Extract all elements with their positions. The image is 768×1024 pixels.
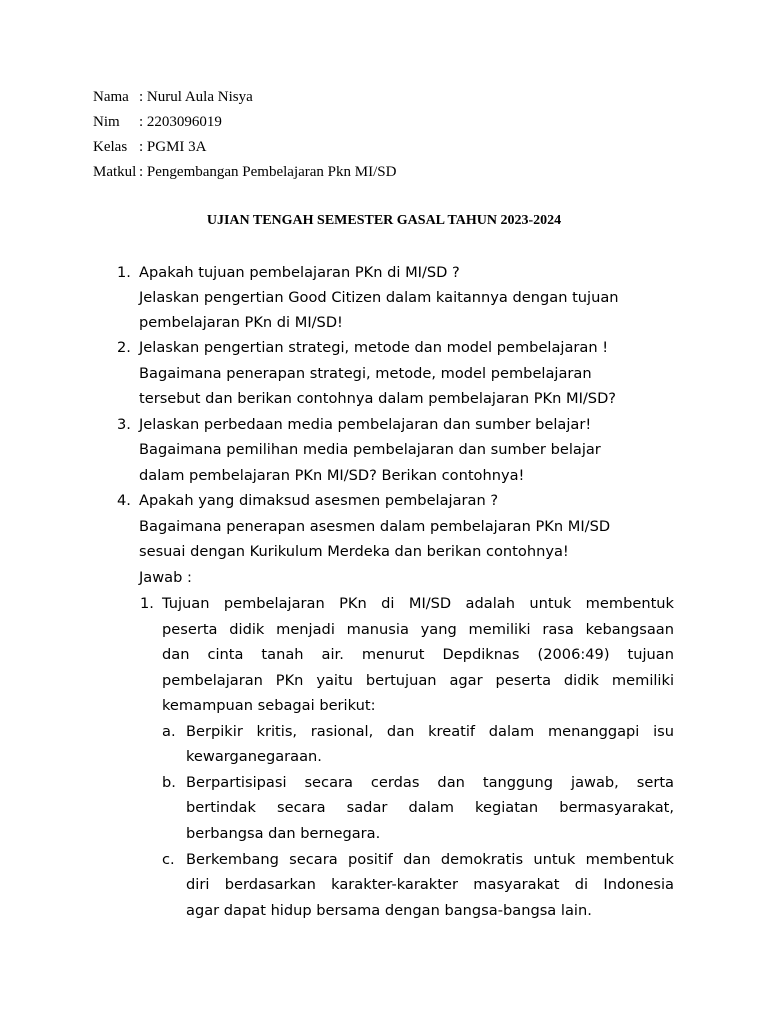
answer-line: Tujuan pembelajaran PKn di MI/SD adalah untuk membentuk (162, 595, 674, 612)
question-line: Jelaskan pengertian strategi, metode dan model pembelajaran ! (139, 339, 609, 356)
answer-line: pembelajaran PKn yaitu bertujuan agar peserta didik memiliki (162, 672, 674, 689)
header-matkul (93, 163, 396, 181)
answer-number: 1. (140, 595, 154, 612)
header-nama-value: : Nurul Aula Nisya (139, 89, 253, 105)
question-line: Apakah tujuan pembelajaran PKn di MI/SD ? (139, 264, 460, 281)
subitem-line: berbangsa dan bernegara. (186, 825, 381, 842)
page-title: UJIAN TENGAH SEMESTER GASAL TAHUN 2023-2024 (206, 213, 562, 228)
answer-line: peserta didik menjadi manusia yang memiliki rasa kebangsaan (162, 621, 674, 638)
subitem-line: agar dapat hidup bersama dengan bangsa-bangsa lain. (186, 902, 592, 919)
question-line: pembelajaran PKn di MI/SD! (139, 314, 343, 331)
header-kelas-label: Kelas (93, 139, 128, 155)
question-number: 2. (117, 339, 131, 356)
question-number: 4. (117, 492, 131, 509)
subitem-line: diri berdasarkan karakter-karakter masyarakat di Indonesia (186, 876, 674, 893)
question-line: Bagaimana penerapan strategi, metode, model pembelajaran (139, 365, 592, 382)
header-nama-label: Nama (93, 89, 129, 105)
subitem-line: Berpartisipasi secara cerdas dan tanggung jawab, serta (186, 774, 674, 791)
subitem-line: kewarganegaraan. (186, 748, 322, 765)
header-matkul-label: Matkul (93, 164, 137, 180)
header-nim-value: : 2203096019 (139, 114, 222, 130)
subitem-line: bertindak secara sadar dalam kegiatan bermasyarakat, (186, 799, 674, 816)
header-nim (93, 113, 222, 131)
question-line: Apakah yang dimaksud asesmen pembelajaran ? (139, 492, 499, 509)
subitem-letter: a. (162, 723, 176, 740)
header-nim-label: Nim (93, 114, 120, 130)
header-kelas-value: : PGMI 3A (139, 139, 207, 155)
question-line: tersebut dan berikan contohnya dalam pembelajaran PKn MI/SD? (139, 390, 617, 407)
header-matkul-value: : Pengembangan Pembelajaran Pkn MI/SD (139, 164, 397, 180)
question-line: sesuai dengan Kurikulum Merdeka dan berikan contohnya! (139, 543, 569, 560)
answer-label: Jawab : (139, 569, 192, 586)
answer-line: kemampuan sebagai berikut: (162, 697, 376, 714)
question-line: Bagaimana pemilihan media pembelajaran dan sumber belajar (139, 441, 601, 458)
question-number: 1. (117, 264, 131, 281)
subitem-letter: b. (162, 774, 176, 791)
question-line: dalam pembelajaran PKn MI/SD? Berikan contohnya! (139, 467, 525, 484)
answer-line: dan cinta tanah air. menurut Depdiknas (2006:49) tujuan (162, 646, 674, 663)
question-line: Jelaskan perbedaan media pembelajaran dan sumber belajar! (139, 416, 592, 433)
question-line: Bagaimana penerapan asesmen dalam pembelajaran PKn MI/SD (139, 518, 611, 535)
subitem-line: Berkembang secara positif dan demokratis untuk membentuk (186, 851, 674, 868)
header-kelas (93, 138, 207, 156)
question-number: 3. (117, 416, 131, 433)
question-line: Jelaskan pengertian Good Citizen dalam kaitannya dengan tujuan (139, 289, 619, 306)
subitem-line: Berpikir kritis, rasional, dan kreatif dalam menanggapi isu (186, 723, 674, 740)
header-nama (93, 88, 253, 106)
subitem-letter: c. (162, 851, 175, 868)
